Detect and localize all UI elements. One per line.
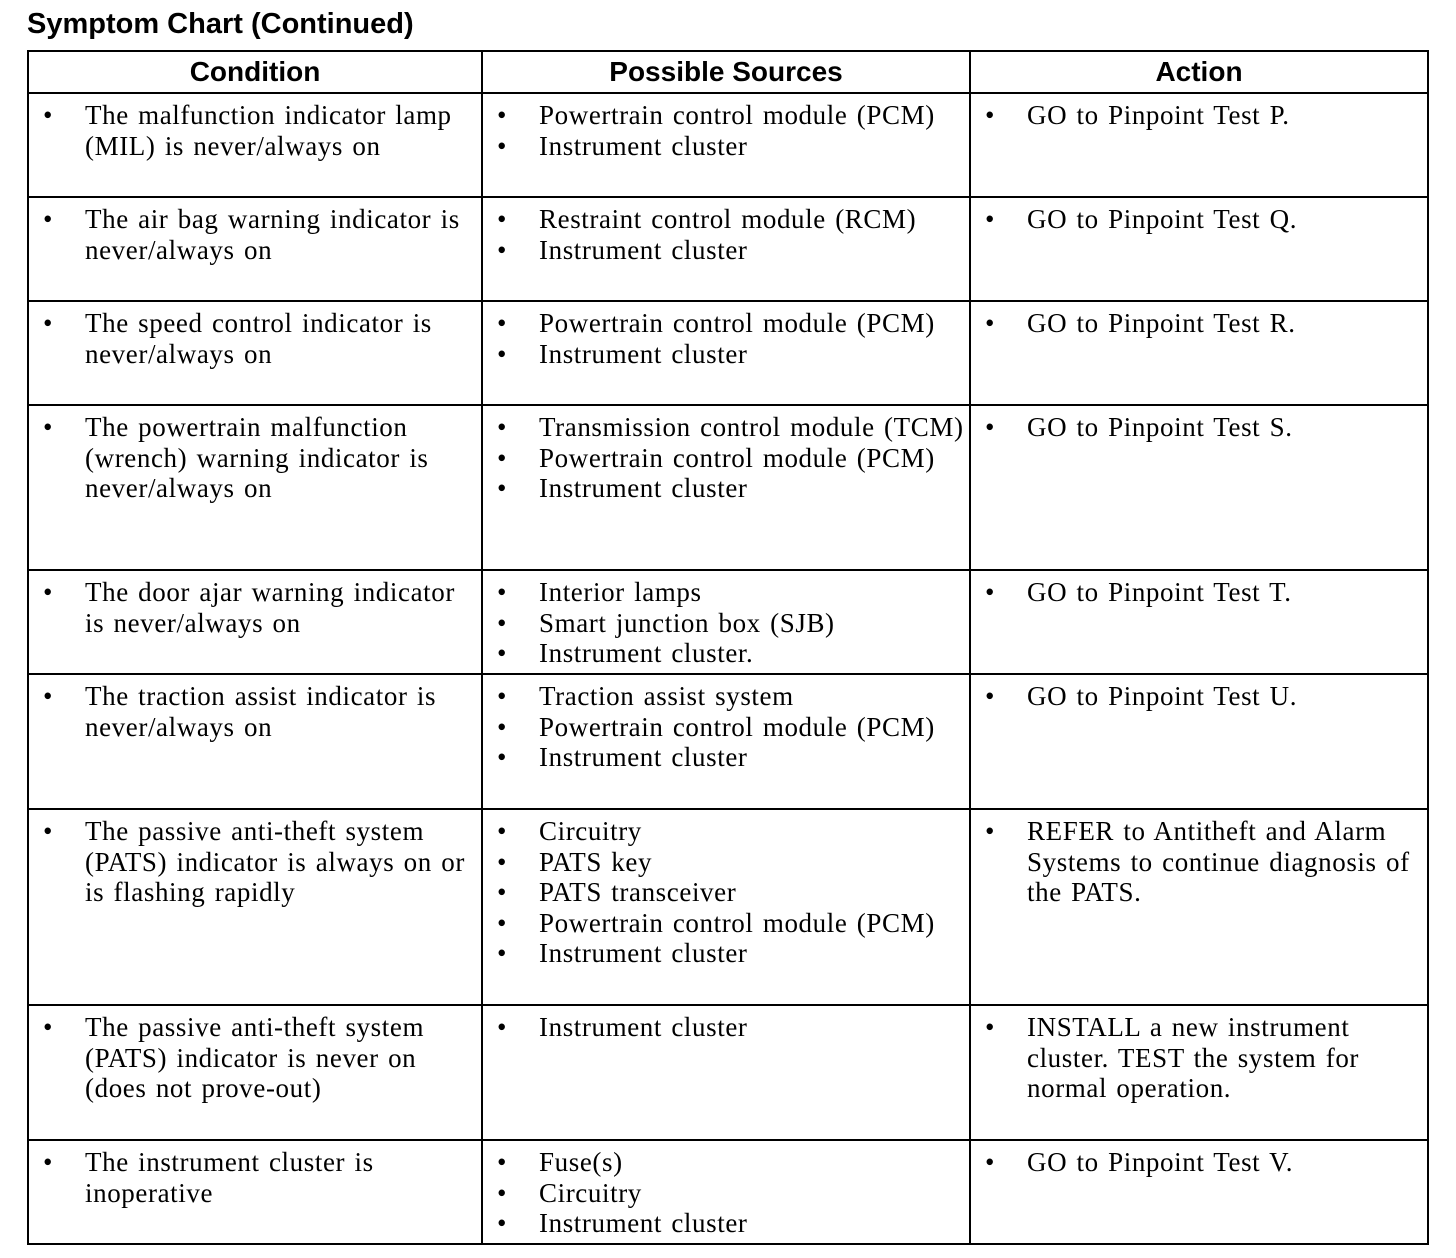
possible-sources-cell [482,93,970,197]
action-item [971,1012,1423,1104]
bullet-icon: • [497,100,508,130]
condition-cell [28,93,482,197]
condition-item-text: The passive anti-theft system (PATS) indicator is always on or is flashing rapidly [85,816,465,907]
source-item [483,339,965,370]
source-item [483,308,965,339]
bullet-icon: • [497,607,508,638]
condition-item [29,308,477,369]
condition-list [29,1147,477,1208]
source-item-text: Instrument cluster [539,742,748,772]
bullet-icon: • [985,204,996,234]
action-item-text: REFER to Antitheft and Alarm Systems to continue diagnosis of the PATS. [1027,816,1410,907]
action-cell [970,93,1428,197]
action-list [971,1147,1423,1178]
condition-item-text: The instrument cluster is inoperative [85,1147,374,1208]
action-list [971,577,1423,608]
table-body [28,93,1428,1244]
condition-cell [28,1005,482,1140]
possible-sources-list [483,308,965,369]
source-item [483,1178,965,1209]
condition-cell [28,405,482,570]
condition-item [29,577,477,638]
source-item-text: Instrument cluster [539,1208,748,1238]
possible-sources-list [483,100,965,161]
possible-sources-list [483,577,965,669]
action-list [971,100,1423,131]
table-row [28,1140,1428,1244]
source-item [483,877,965,908]
condition-list [29,816,477,908]
bullet-icon: • [497,234,508,265]
condition-list [29,100,477,161]
action-item-text: GO to Pinpoint Test Q. [1027,204,1298,234]
bullet-icon: • [497,742,508,772]
condition-cell [28,570,482,674]
bullet-icon: • [985,412,996,442]
condition-item [29,816,477,908]
action-list [971,204,1423,235]
bullet-icon: • [497,1012,508,1042]
source-item-text: Instrument cluster [539,1012,748,1042]
source-item-text: Powertrain control module (PCM) [539,907,935,938]
source-item-text: Circuitry [539,1177,642,1208]
bullet-icon: • [43,1012,54,1042]
source-item [483,443,965,474]
source-item [483,131,965,162]
bullet-icon: • [985,577,996,607]
bullet-icon: • [497,577,508,607]
source-item-text: Interior lamps [539,577,702,607]
action-item [971,204,1423,235]
action-cell [970,1140,1428,1244]
bullet-icon: • [497,338,508,369]
bullet-icon: • [985,308,996,338]
possible-sources-cell [482,1140,970,1244]
bullet-icon: • [497,473,508,503]
bullet-icon: • [497,1208,508,1238]
condition-item [29,204,477,265]
source-item [483,1147,965,1178]
source-item-text: Smart junction box (SJB) [539,607,835,638]
bullet-icon: • [497,907,508,938]
condition-item-text: The malfunction indicator lamp (MIL) is never/always on [85,100,452,161]
possible-sources-cell [482,674,970,809]
source-item [483,847,965,878]
action-item [971,681,1423,712]
bullet-icon: • [43,577,54,607]
action-cell [970,1005,1428,1140]
source-item-text: Powertrain control module (PCM) [539,308,935,338]
table-row [28,809,1428,1005]
condition-list [29,412,477,504]
source-item-text: Powertrain control module (PCM) [539,442,935,473]
possible-sources-cell [482,570,970,674]
action-list [971,412,1423,443]
bullet-icon: • [497,877,508,907]
source-item [483,1208,965,1239]
source-item [483,681,965,712]
column-header-condition: Condition [28,51,482,93]
action-list [971,816,1423,908]
source-item [483,638,965,669]
possible-sources-cell [482,1005,970,1140]
bullet-icon: • [43,681,54,711]
source-item-text: Instrument cluster. [539,638,754,668]
condition-list [29,1012,477,1104]
action-list [971,1012,1423,1104]
action-cell [970,405,1428,570]
table-row [28,674,1428,809]
action-item [971,1147,1423,1178]
possible-sources-list [483,1147,965,1239]
condition-item [29,100,477,161]
source-item-text: PATS key [539,846,653,877]
bullet-icon: • [985,681,996,711]
possible-sources-cell [482,809,970,1005]
action-item [971,308,1423,339]
source-item-text: Restraint control module (RCM) [539,204,917,234]
table-row [28,570,1428,674]
possible-sources-list [483,1012,965,1043]
table-row [28,197,1428,301]
action-cell [970,301,1428,405]
action-item [971,816,1423,908]
condition-item-text: The passive anti-theft system (PATS) indicator is never on (does not prove-out) [85,1012,425,1103]
table-row [28,1005,1428,1140]
possible-sources-list [483,816,965,969]
action-item-text: GO to Pinpoint Test R. [1027,308,1296,338]
action-cell [970,570,1428,674]
column-header-possible-sources: Possible Sources [482,51,970,93]
bullet-icon: • [497,638,508,668]
action-item-text: GO to Pinpoint Test T. [1027,577,1292,607]
source-item-text: Powertrain control module (PCM) [539,711,935,742]
source-item [483,577,965,608]
source-item-text: Instrument cluster [539,938,748,968]
condition-cell [28,197,482,301]
action-cell [970,197,1428,301]
source-item [483,412,965,443]
condition-list [29,681,477,742]
source-item [483,608,965,639]
action-item-text: GO to Pinpoint Test U. [1027,681,1298,711]
action-cell [970,809,1428,1005]
possible-sources-list [483,681,965,773]
condition-cell [28,301,482,405]
action-item [971,577,1423,608]
source-item [483,235,965,266]
bullet-icon: • [497,846,508,877]
action-item [971,100,1423,131]
table-row [28,405,1428,570]
action-item-text: INSTALL a new instrument cluster. TEST the system for normal operation. [1027,1012,1360,1103]
bullet-icon: • [985,1147,996,1177]
action-item [971,412,1423,443]
source-item-text: Instrument cluster [539,130,748,161]
bullet-icon: • [497,938,508,968]
bullet-icon: • [497,1147,508,1177]
table-header-row [28,51,1428,93]
bullet-icon: • [497,130,508,161]
source-item [483,1012,965,1043]
bullet-icon: • [43,100,54,130]
bullet-icon: • [497,816,508,846]
source-item-text: PATS transceiver [539,877,737,907]
source-item-text: Circuitry [539,816,642,846]
possible-sources-cell [482,301,970,405]
bullet-icon: • [43,1147,54,1177]
condition-item-text: The powertrain malfunction (wrench) warning indicator is never/always on [85,412,429,503]
condition-item [29,412,477,504]
source-item [483,816,965,847]
action-list [971,681,1423,712]
condition-item [29,681,477,742]
bullet-icon: • [497,308,508,338]
source-item-text: Traction assist system [539,681,794,711]
bullet-icon: • [497,442,508,473]
source-item-text: Instrument cluster [539,234,748,265]
bullet-icon: • [497,711,508,742]
possible-sources-cell [482,405,970,570]
table-row [28,93,1428,197]
bullet-icon: • [497,1177,508,1208]
source-item [483,908,965,939]
table-row [28,301,1428,405]
source-item-text: Instrument cluster [539,338,748,369]
condition-item [29,1147,477,1208]
source-item-text: Fuse(s) [539,1147,623,1177]
condition-list [29,204,477,265]
source-item [483,100,965,131]
bullet-icon: • [985,816,996,846]
condition-item-text: The traction assist indicator is never/always on [85,681,437,742]
source-item-text: Instrument cluster [539,473,748,503]
source-item-text: Transmission control module (TCM) [539,412,964,442]
condition-cell [28,1140,482,1244]
page-title: Symptom Chart (Continued) [27,8,414,40]
condition-list [29,308,477,369]
source-item [483,712,965,743]
symptom-chart-table [27,50,1429,1245]
source-item [483,742,965,773]
bullet-icon: • [43,816,54,846]
condition-item-text: The speed control indicator is never/always on [85,308,432,369]
bullet-icon: • [43,412,54,442]
action-cell [970,674,1428,809]
source-item-text: Powertrain control module (PCM) [539,100,935,130]
bullet-icon: • [43,308,54,338]
action-list [971,308,1423,339]
condition-item-text: The air bag warning indicator is never/always on [85,204,460,265]
source-item [483,938,965,969]
bullet-icon: • [497,681,508,711]
condition-item-text: The door ajar warning indicator is never/always on [85,577,455,638]
condition-cell [28,674,482,809]
bullet-icon: • [985,100,996,130]
condition-cell [28,809,482,1005]
action-item-text: GO to Pinpoint Test S. [1027,412,1293,442]
action-item-text: GO to Pinpoint Test P. [1027,100,1290,130]
condition-list [29,577,477,638]
bullet-icon: • [985,1012,996,1042]
possible-sources-cell [482,197,970,301]
bullet-icon: • [43,204,54,234]
bullet-icon: • [497,412,508,442]
possible-sources-list [483,204,965,265]
action-item-text: GO to Pinpoint Test V. [1027,1147,1294,1177]
column-header-action: Action [970,51,1428,93]
condition-item [29,1012,477,1104]
possible-sources-list [483,412,965,504]
bullet-icon: • [497,204,508,234]
source-item [483,473,965,504]
source-item [483,204,965,235]
